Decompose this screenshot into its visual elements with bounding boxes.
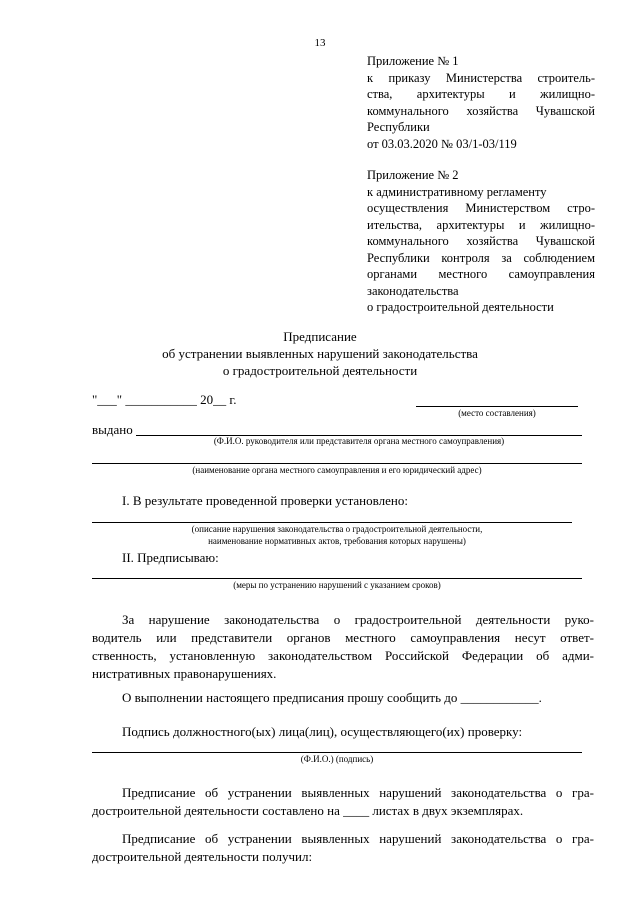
- liability-line: водитель или представители органов местного самоуправления несут ответ-: [92, 630, 594, 645]
- signature-label: Подпись должностного(ых) лица(лиц), осуществляющего(их) проверку:: [122, 724, 523, 739]
- appendix-2-line: коммунального хозяйства Чувашской: [367, 234, 595, 248]
- section-2-field-line[interactable]: [92, 578, 582, 579]
- body-caption: (наименование органа местного самоуправления и его юридический адрес): [192, 465, 482, 475]
- appendix-2-line: органами местного самоуправления: [367, 267, 595, 281]
- signature-caption: (Ф.И.О.) (подпись): [300, 754, 374, 764]
- appendix-1-line: коммунального хозяйства Чувашской: [367, 103, 595, 118]
- issued-caption: (Ф.И.О. руководителя или представителя органа местного самоуправления): [213, 436, 505, 446]
- appendix-1-line: к приказу Министерства строитель-: [367, 70, 595, 85]
- appendix-2-line: к административному регламенту: [367, 184, 547, 199]
- place-field-line[interactable]: [416, 406, 578, 407]
- section-1-caption: (описание нарушения законодательства о градостроительной деятельности,: [191, 524, 483, 534]
- appendix-1-line: Республики: [367, 120, 430, 134]
- appendix-1-line: Приложение № 1: [367, 54, 459, 68]
- appendix-2-block: [367, 167, 595, 316]
- appendix-2-line: Приложение № 2: [367, 168, 459, 182]
- liability-line: ственность, установленную законодательством Российской Федерации об адми-: [92, 648, 594, 663]
- date-field[interactable]: "___" ___________ 20__ г.: [92, 392, 237, 407]
- section-1-caption: наименование нормативных актов, требования которых нарушены): [208, 536, 466, 546]
- signature-field-line[interactable]: [92, 752, 582, 753]
- section-1-field-line[interactable]: [92, 522, 572, 523]
- appendix-2-line: о градостроительной деятельности: [367, 300, 554, 314]
- compiled-line: достроительной деятельности составлено на ____ листах в двух экземплярах.: [92, 803, 524, 818]
- appendix-1-line: ства, архитектуры и жилищно-: [367, 87, 595, 101]
- received-paragraph: [92, 830, 594, 866]
- place-caption: (место составления): [458, 408, 536, 418]
- section-1-heading: I. В результате проведенной проверки установлено:: [122, 493, 408, 508]
- appendix-2-line: Республики контроля за соблюдением: [367, 250, 595, 265]
- appendix-1-block: [367, 53, 595, 152]
- document-title-line: об устранении выявленных нарушений законодательства: [162, 346, 478, 361]
- appendix-2-line: ительства, архитектуры и жилищно-: [367, 217, 595, 232]
- appendix-2-line: осуществления Министерством стро-: [367, 201, 595, 215]
- page-number: 13: [314, 37, 326, 49]
- liability-paragraph: [92, 611, 594, 683]
- appendix-2-line: законодательства: [367, 283, 459, 298]
- document-title-line: Предписание: [283, 329, 357, 344]
- document-title: [0, 328, 640, 379]
- body-field-line[interactable]: [92, 463, 582, 464]
- appendix-1-line: от 03.03.2020 № 03/1-03/119: [367, 136, 517, 151]
- received-line: Предписание об устранении выявленных нарушений законодательства о гра-: [122, 831, 594, 846]
- report-request: О выполнении настоящего предписания прошу сообщить до ____________.: [122, 690, 542, 705]
- document-title-line: о градостроительной деятельности: [222, 363, 418, 378]
- liability-line: нистративных правонарушениях.: [92, 666, 277, 681]
- section-2-heading: II. Предписываю:: [122, 550, 219, 565]
- section-2-caption: (меры по устранению нарушений с указанием сроков): [233, 580, 441, 590]
- issued-label: выдано: [92, 422, 133, 437]
- liability-line: За нарушение законодательства о градостроительной деятельности руко-: [122, 612, 594, 627]
- received-line: достроительной деятельности получил:: [92, 849, 313, 864]
- compiled-paragraph: [92, 784, 594, 820]
- compiled-line: Предписание об устранении выявленных нарушений законодательства о гра-: [122, 785, 594, 800]
